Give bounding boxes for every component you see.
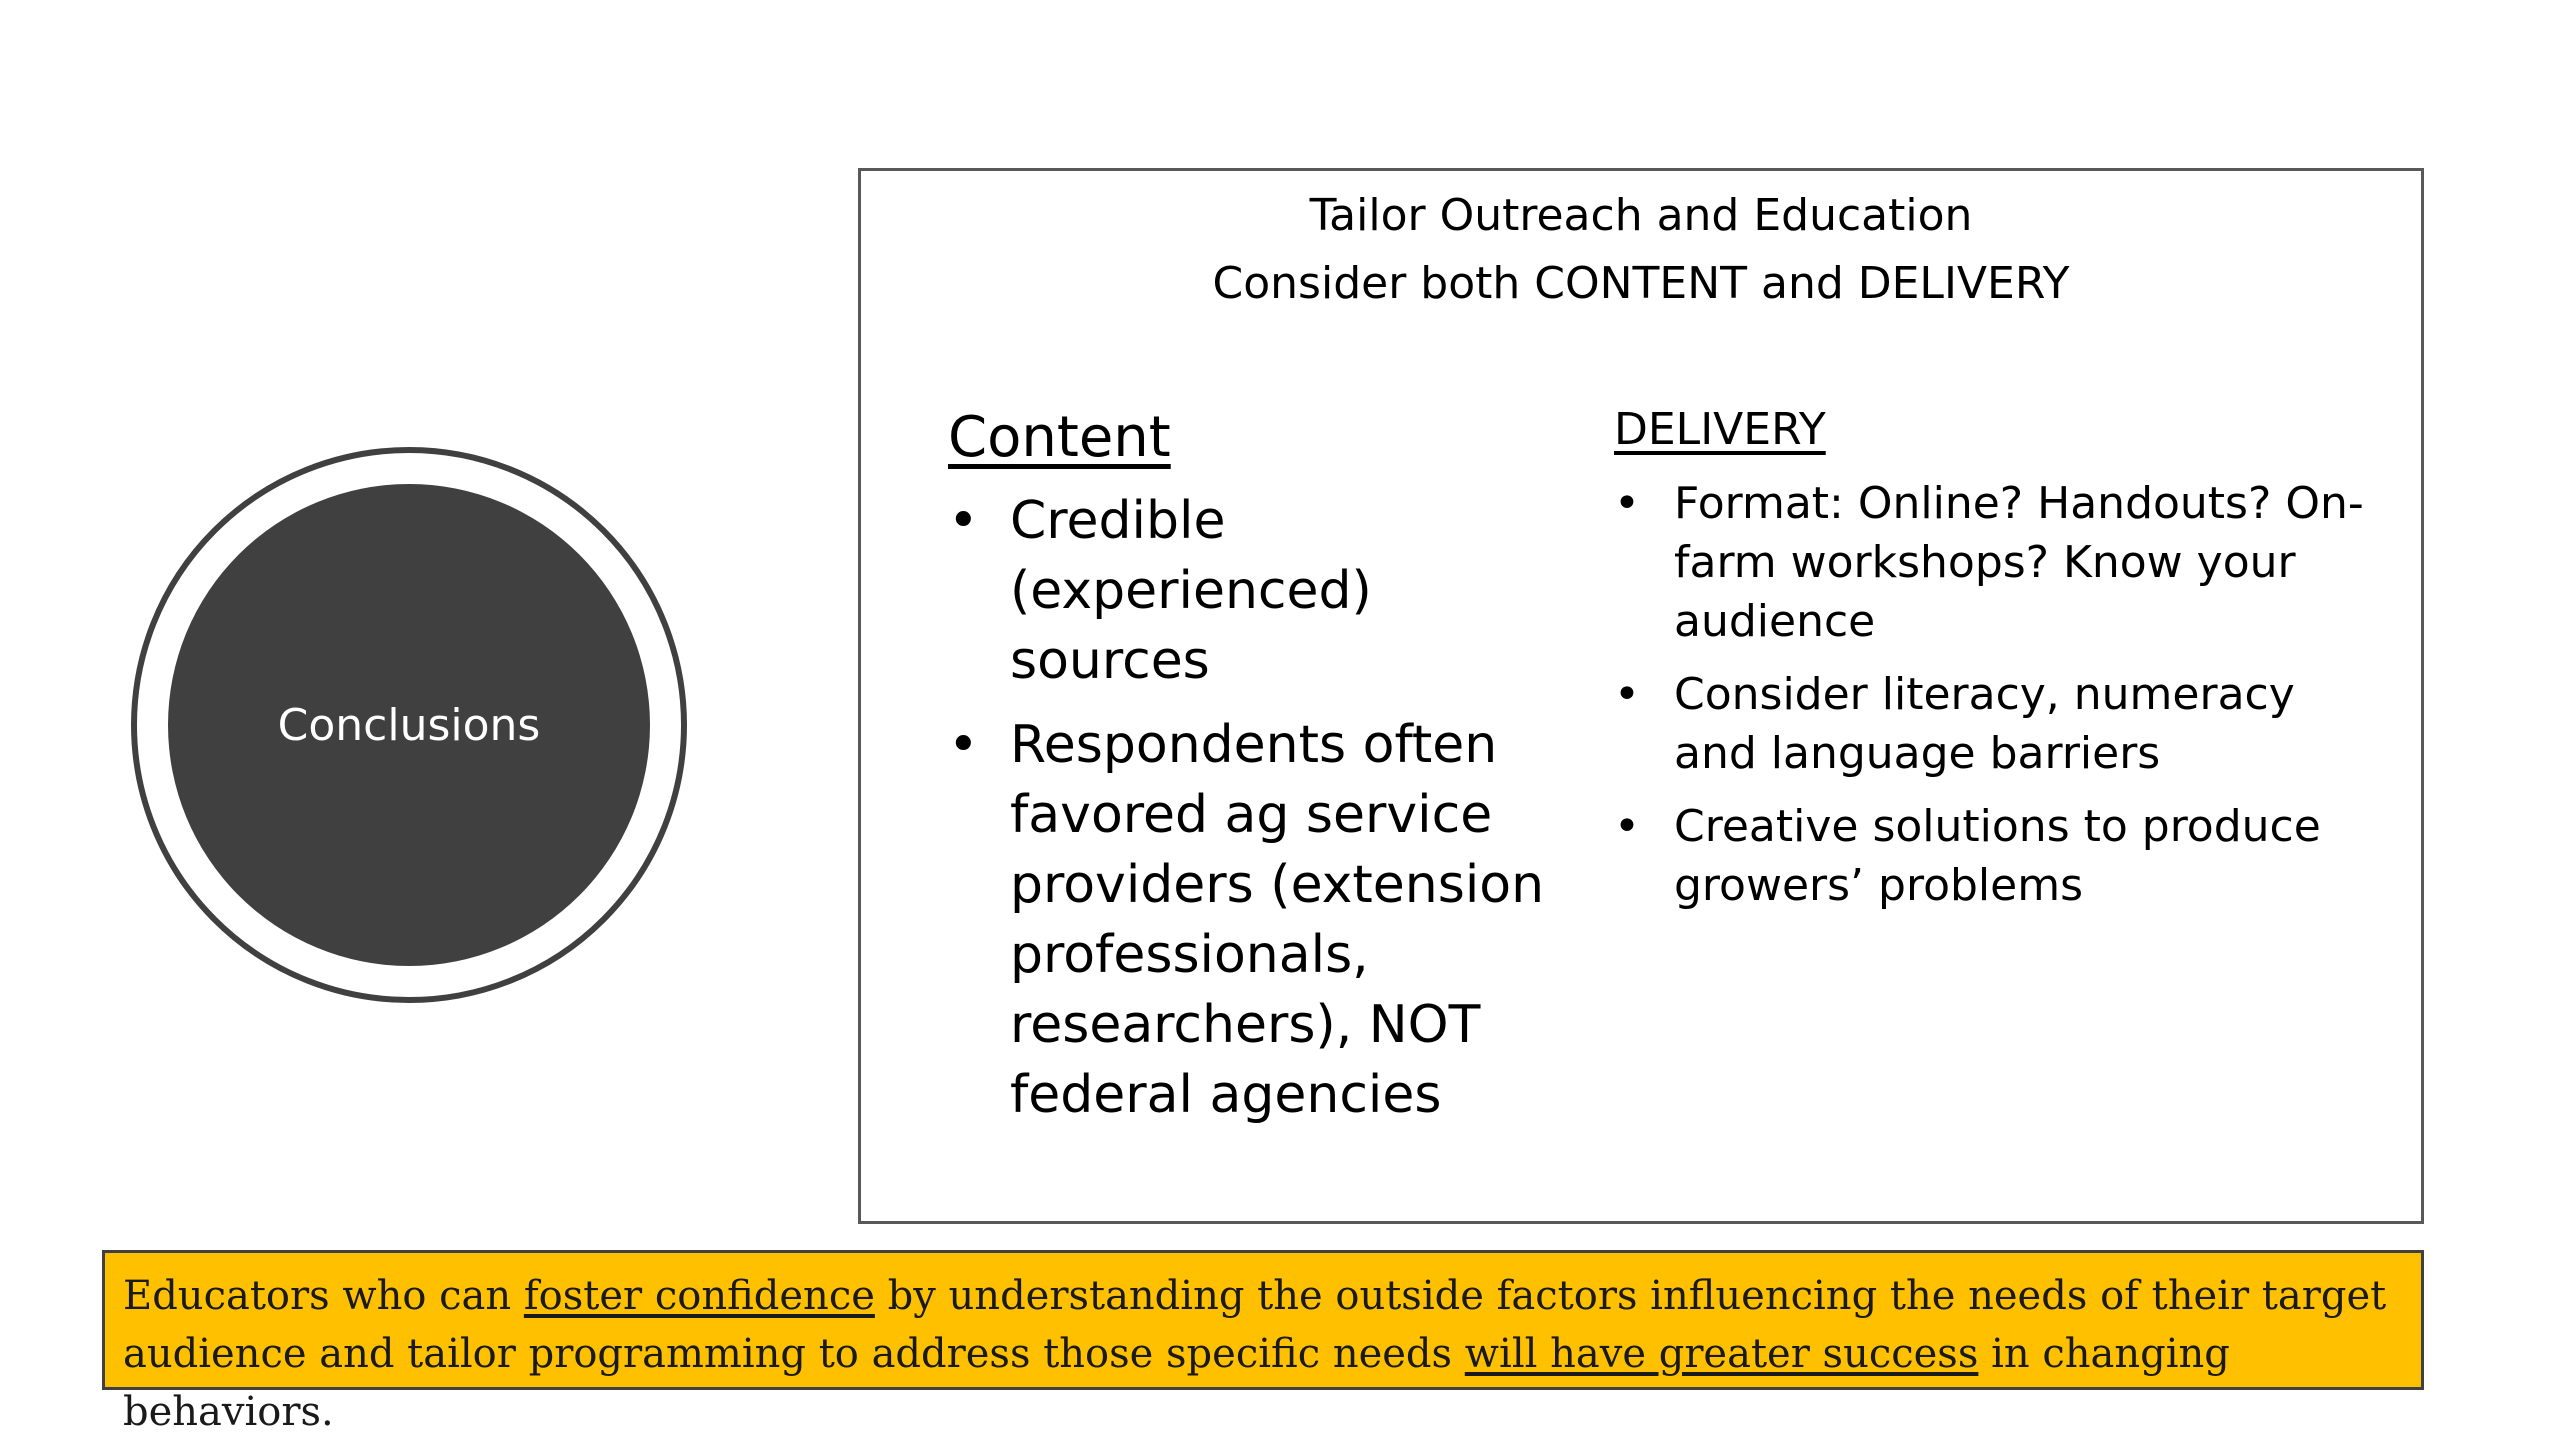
list-item [1614, 665, 2374, 783]
box-title-line-2: Consider both CONTENT and DELIVERY [1212, 258, 2070, 309]
banner-emphasis-greater-success: will have greater success [1464, 1331, 1979, 1377]
bullet-icon: • [948, 491, 979, 551]
list-item [1614, 474, 2374, 651]
delivery-item-text: Format: Online? Handouts? On-farm workshops? Know your audience [1674, 478, 2364, 647]
banner-emphasis-foster-confidence: foster confidence [523, 1273, 875, 1319]
content-heading: Content [948, 405, 1171, 470]
summary-banner [102, 1250, 2424, 1435]
content-list [948, 486, 1568, 1130]
bullet-icon: • [1614, 478, 1640, 529]
bullet-icon: • [1614, 801, 1640, 852]
list-item [948, 710, 1568, 1130]
content-column [948, 400, 1568, 1144]
banner-text-3: in changing behaviors. [123, 1331, 2230, 1435]
bullet-icon: • [1614, 669, 1640, 720]
delivery-item-text: Creative solutions to produce growers’ problems [1674, 801, 2321, 911]
list-item [1614, 797, 2374, 915]
delivery-heading: DELIVERY [1614, 404, 1826, 455]
content-item-text: Credible (experienced) sources [1010, 491, 1372, 691]
delivery-column [1614, 398, 2374, 929]
banner-text-2: by understanding the outside factors influencing the needs of their target audience and tailor programming to address those specific needs [123, 1273, 2387, 1377]
box-title [858, 182, 2424, 318]
delivery-item-text: Consider literacy, numeracy and language barriers [1674, 669, 2295, 779]
conclusions-label: Conclusions [277, 699, 541, 751]
content-item-text: Respondents often favored ag service providers (extension professionals, researchers), NOT federal agencies [1010, 715, 1545, 1125]
delivery-list [1614, 474, 2374, 915]
banner-text-1: Educators who can [123, 1273, 524, 1319]
box-title-line-1: Tailor Outreach and Education [1309, 190, 1973, 241]
conclusions-circle [168, 484, 650, 966]
bullet-icon: • [948, 715, 979, 775]
list-item [948, 486, 1568, 696]
